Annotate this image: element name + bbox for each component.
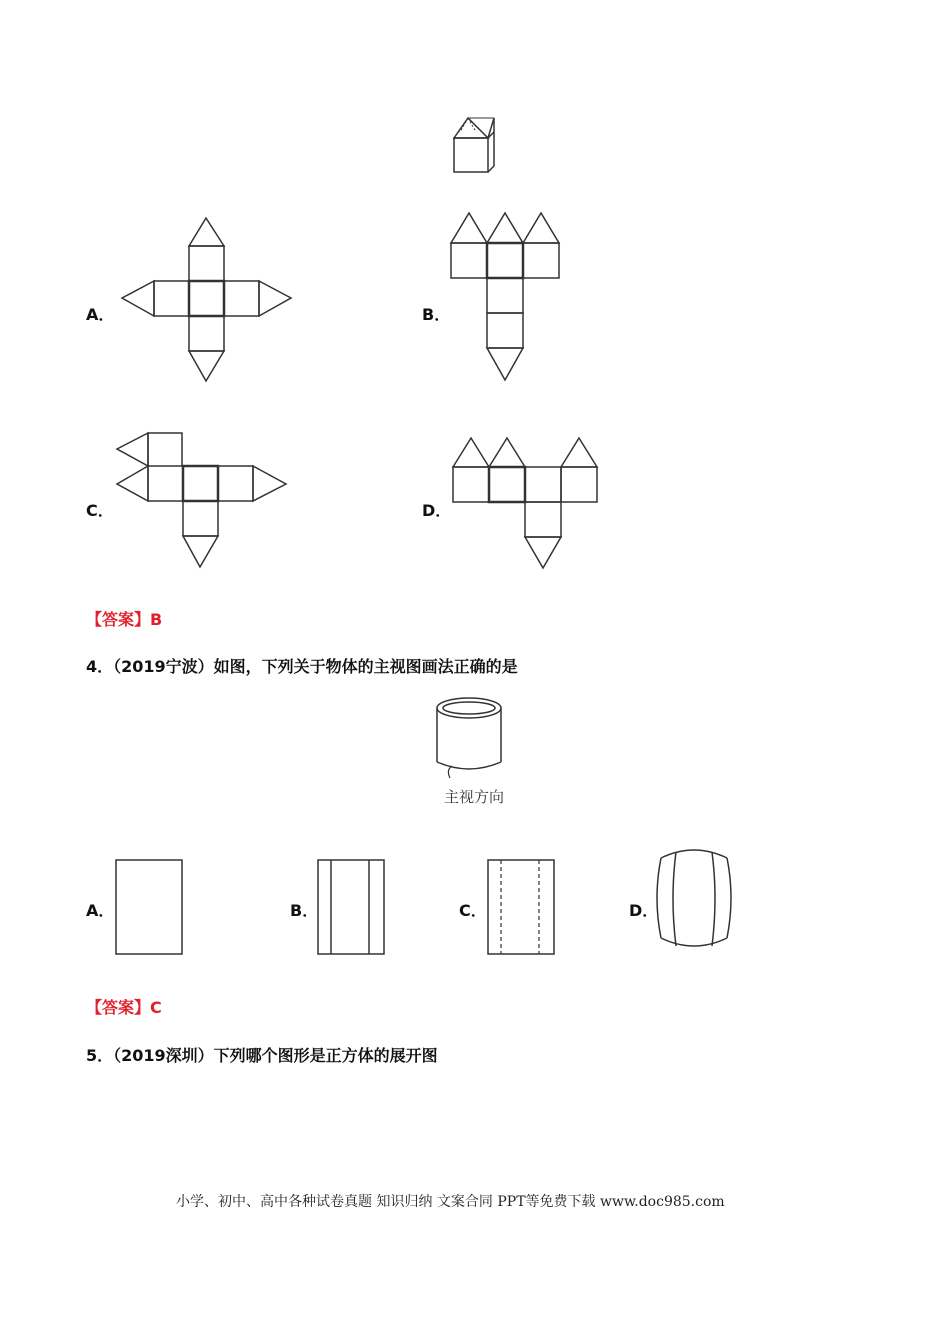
q3-option-d-label[interactable]: D．	[422, 501, 452, 520]
q4-question: 4．（2019宁波）如图，下列关于物体的主视图画法正确的是	[86, 657, 518, 676]
q4-direction-label: 主视方向	[444, 788, 505, 806]
q4-option-d-label[interactable]: D．	[629, 901, 659, 920]
q3-option-a-label[interactable]: A．	[86, 305, 115, 324]
q4-option-c-label[interactable]: C．	[459, 901, 487, 920]
q4-option-a-view[interactable]	[114, 858, 184, 956]
q3-option-a-net[interactable]	[118, 216, 294, 384]
q4-option-d-view[interactable]	[656, 844, 732, 952]
q3-answer: 【答案】B	[86, 610, 163, 629]
page-footer: 小学、初中、高中各种试卷真题 知识归纳 文案合同 PPT等免费下载 www.doc985.com	[176, 1194, 725, 1210]
q4-option-b-label[interactable]: B．	[290, 901, 319, 920]
q3-option-c-label[interactable]: C．	[86, 501, 114, 520]
q3-option-c-net[interactable]	[114, 430, 290, 570]
q4-option-c-view[interactable]	[486, 858, 556, 956]
q4-option-a-label[interactable]: A．	[86, 901, 115, 920]
q3-option-d-net[interactable]	[450, 434, 600, 570]
q3-option-b-net[interactable]	[448, 210, 564, 382]
q4-cylinder-figure	[432, 696, 512, 780]
q4-answer: 【答案】C	[86, 998, 162, 1017]
q3-option-b-label[interactable]: B．	[422, 305, 451, 324]
q4-option-b-view[interactable]	[316, 858, 386, 956]
q3-solid-figure	[450, 112, 500, 176]
q5-question: 5．（2019深圳）下列哪个图形是正方体的展开图	[86, 1046, 438, 1065]
